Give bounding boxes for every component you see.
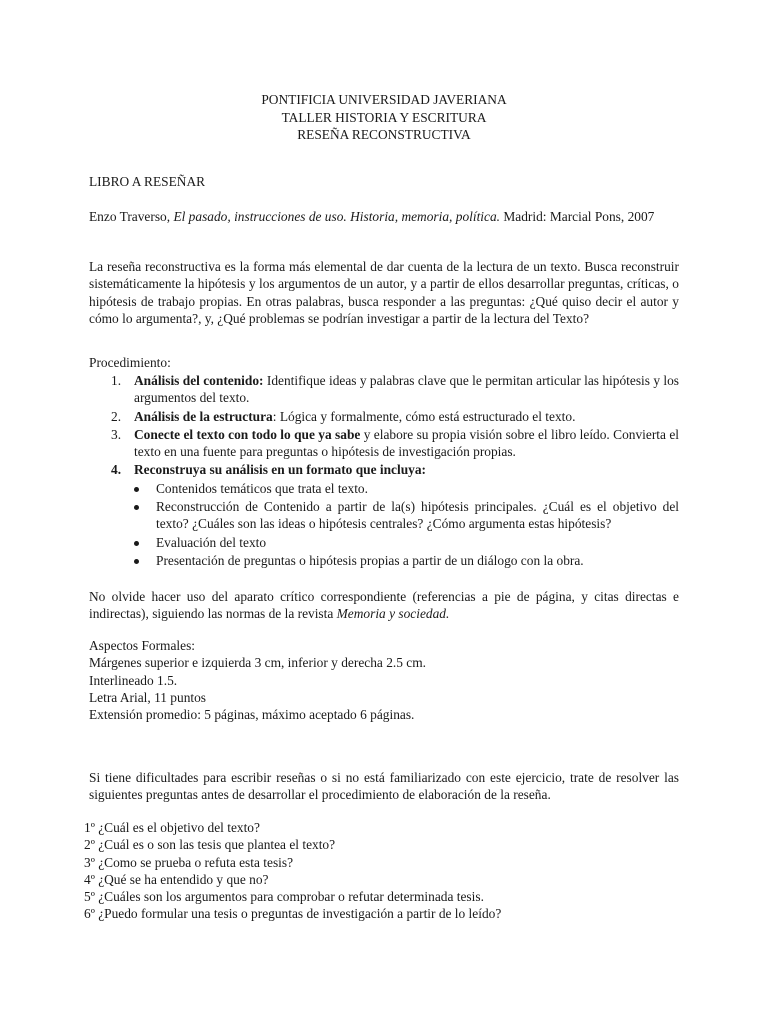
step-heading: Conecte el texto con todo lo que ya sabe xyxy=(134,426,361,442)
step-number: 3. xyxy=(111,426,122,442)
step-heading: Análisis de la estructura xyxy=(134,408,273,424)
step-text: : Lógica y formalmente, cómo está estructurado el texto. xyxy=(272,408,576,424)
journal-name: Memoria y sociedad. xyxy=(336,606,450,622)
question-item: 1º ¿Cuál es el objetivo del texto? xyxy=(84,820,260,835)
format-sub-list xyxy=(134,480,679,569)
university-name: PONTIFICIA UNIVERSIDAD JAVERIANA xyxy=(261,92,507,107)
list-item-text: Reconstrucción de Contenido a partir de la(s) hipótesis principales. ¿Cuál es el objetivo del texto? ¿Cuáles son las ideas o hipótesis centrales? ¿Cómo argumenta estas hipótesis? xyxy=(156,499,679,532)
question-item: 4º ¿Qué se ha entendido y que no? xyxy=(84,871,269,887)
step-heading: Reconstruya su análisis en un formato que incluya: xyxy=(134,462,427,478)
step-number: 2. xyxy=(111,408,122,424)
book-citation xyxy=(89,208,689,225)
procedure-step xyxy=(89,408,679,425)
procedure-step xyxy=(89,372,679,407)
step-text: y elabore su propia visión sobre el libro leído. Convierta el texto en una fuente para preguntas o hipótesis de investigación propias. xyxy=(134,426,679,460)
bullet-icon xyxy=(134,559,139,564)
guiding-questions xyxy=(84,819,684,923)
list-item xyxy=(134,552,679,569)
list-item xyxy=(134,498,679,533)
book-section-title: LIBRO A RESEÑAR xyxy=(89,174,206,189)
note-text: No olvide hacer uso del aparato crítico correspondiente (referencias a pie de página, y citas directas e indirectas), siguiendo las normas de la revista xyxy=(89,589,679,622)
intro-paragraph: La reseña reconstructiva es la forma más elemental de dar cuenta de la lectura de un texto. Busca reconstruir sistemáticamente la hipótesis y los argumentos de un autor, y a partir de ellos desarrollar preguntas, críticas, o hipótesis de trabajo propias. En otras palabras, busca responder a las preguntas: ¿Qué quiso decir el autor y cómo lo argumenta?, y, ¿Qué problemas se podrían investigar a partir de la lectura del Texto? xyxy=(89,259,679,326)
procedure-label: Procedimiento: xyxy=(89,355,171,370)
difficulty-paragraph: Si tiene dificultades para escribir reseñas o si no está familiarizado con este ejercicio, trate de resolver las siguientes preguntas antes de desarrollar el procedimiento de elaboración de la reseña. xyxy=(89,770,679,803)
document-type: RESEÑA RECONSTRUCTIVA xyxy=(297,127,471,142)
formal-line: Letra Arial, 11 puntos xyxy=(89,689,207,705)
list-item-text: Evaluación del texto xyxy=(156,534,267,550)
list-item-text: Presentación de preguntas o hipótesis propias a partir de un diálogo con la obra. xyxy=(156,552,584,568)
question-item: 3º ¿Como se prueba o refuta esta tesis? xyxy=(84,854,294,870)
citation-book-title: El pasado, instrucciones de uso. Historia, memoria, política. xyxy=(173,209,501,224)
citation-publisher: Madrid: Marcial Pons, 2007 xyxy=(500,209,655,224)
step-text: Identifique ideas y palabras clave que le permitan articular las hipótesis y los argumentos del texto. xyxy=(134,373,680,406)
step-number: 1. xyxy=(111,373,122,388)
formal-aspects xyxy=(89,637,679,723)
step-heading: Análisis del contenido: xyxy=(134,373,264,388)
workshop-name: TALLER HISTORIA Y ESCRITURA xyxy=(281,109,487,125)
question-item: 6º ¿Puedo formular una tesis o preguntas de investigación a partir de lo leído? xyxy=(84,906,502,922)
procedure-step xyxy=(89,426,679,461)
citation-note-paragraph xyxy=(89,588,679,623)
list-item-text: Contenidos temáticos que trata el texto. xyxy=(156,480,368,496)
question-item: 2º ¿Cuál es o son las tesis que plantea el texto? xyxy=(84,837,336,853)
document-header xyxy=(0,91,768,144)
formal-line: Márgenes superior e izquierda 3 cm, inferior y derecha 2.5 cm. xyxy=(89,655,426,671)
question-item: 5º ¿Cuáles son los argumentos para comprobar o refutar determinada tesis. xyxy=(84,889,484,905)
list-item xyxy=(134,534,679,551)
list-item xyxy=(134,480,679,497)
procedure-steps xyxy=(89,372,679,570)
step-number: 4. xyxy=(111,462,122,478)
formal-line: Extensión promedio: 5 páginas, máximo aceptado 6 páginas. xyxy=(89,707,415,723)
formal-aspects-label: Aspectos Formales: xyxy=(89,638,195,653)
formal-line: Interlineado 1.5. xyxy=(89,672,178,688)
citation-author: Enzo Traverso, xyxy=(89,209,174,224)
bullet-icon xyxy=(134,541,139,546)
procedure-step xyxy=(89,461,679,569)
bullet-icon xyxy=(134,487,139,492)
bullet-icon xyxy=(134,505,139,510)
